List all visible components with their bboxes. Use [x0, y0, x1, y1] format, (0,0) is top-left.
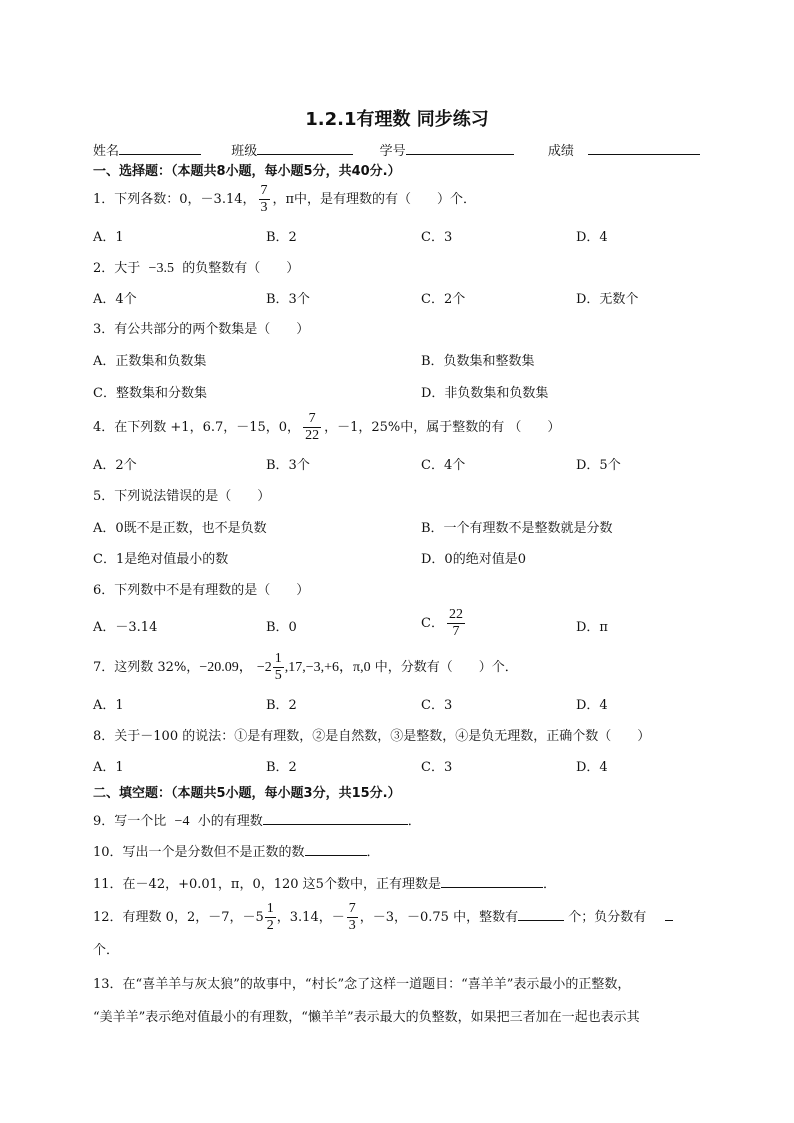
q5-option-b[interactable]: B．一个有理数不是整数就是分数 — [421, 521, 613, 536]
q11-text-pre: 11．在－42，+0.01，π，0，120 这5个数中，正有理数是 — [93, 877, 441, 892]
q3-option-b[interactable]: B．负数集和整数集 — [421, 354, 535, 369]
q5-option-c[interactable]: C．1是绝对值最小的数 — [93, 552, 229, 567]
section-2-heading: 二、填空题：（本题共5小题，每小题3分，共15分.） — [93, 786, 401, 801]
q2-text-post: 的负整数有（ ） — [182, 261, 300, 276]
q2-option-c[interactable]: C．2个 — [421, 292, 466, 307]
q6-option-c-fraction: $\frac{22}{7}$ — [448, 607, 463, 639]
question-8: 8．关于－100 的说法：①是有理数，②是自然数，③是整数，④是负无理数，正确个数（ ） — [93, 729, 651, 744]
q8-option-d[interactable]: D．4 — [576, 760, 608, 775]
question-3: 3．有公共部分的两个数集是（ ） — [93, 322, 310, 337]
q2-text-pre: 2．大于 — [93, 261, 141, 276]
q9-end: ． — [407, 814, 421, 829]
q1-text-pre: 1．下列各数：0，－3.14， — [93, 192, 256, 207]
q4-option-a[interactable]: A．2个 — [93, 458, 137, 473]
q7-option-a[interactable]: A．1 — [93, 698, 124, 713]
question-13-line-2: “美羊羊”表示绝对值最小的有理数，“懒羊羊”表示最大的负整数，如果把三者加在一起也表示其 — [93, 1010, 640, 1025]
q10-text-pre: 10．写出一个是分数但不是正数的数 — [93, 845, 305, 860]
question-12 — [93, 898, 673, 938]
q12-text-pre: 12．有理数 0，2，－7，－5 — [93, 910, 264, 925]
q9-text-post: 小的有理数 — [197, 814, 263, 829]
q1-option-a[interactable]: A．1 — [93, 230, 124, 245]
q7-math-1: −20.09， — [199, 660, 253, 675]
score-label: 成绩 — [547, 144, 574, 159]
q11-answer-blank[interactable] — [441, 874, 543, 888]
q5-option-d[interactable]: D．0的绝对值是0 — [421, 552, 526, 567]
q5-option-a[interactable]: A．0既不是正数，也不是负数 — [93, 521, 267, 536]
q7-text-post: 中，分数有（ ）个． — [374, 660, 518, 675]
q3-option-c[interactable]: C．整数集和分数集 — [93, 386, 207, 401]
q1-option-b[interactable]: B．2 — [266, 230, 297, 245]
q7-fraction: $\frac{1}{5}$ — [274, 651, 282, 683]
question-10 — [93, 842, 380, 861]
q2-math: −3.5 — [148, 261, 174, 276]
name-label: 姓名 — [93, 144, 120, 159]
q8-option-b[interactable]: B．2 — [266, 760, 297, 775]
student-info-row — [93, 141, 700, 160]
q1-option-d[interactable]: D．4 — [576, 230, 608, 245]
q6-option-c[interactable] — [421, 604, 468, 644]
question-6: 6．下列数中不是有理数的是（ ） — [93, 583, 310, 598]
q6-option-d[interactable]: D．π — [576, 620, 608, 635]
question-7 — [93, 648, 518, 688]
q4-text-post: ，－1，25%中，属于整数的有 （ ） — [324, 420, 561, 435]
q7-option-b[interactable]: B．2 — [266, 698, 297, 713]
q12-text-mid: ，3.14，－ — [276, 910, 345, 925]
q1-fraction: $\frac{7}{3}$ — [260, 183, 268, 215]
q3-option-d[interactable]: D．非负数集和负数集 — [421, 386, 549, 401]
page-title: 1.2.1有理数 同步练习 — [305, 109, 489, 130]
q7-option-d[interactable]: D．4 — [576, 698, 608, 713]
q3-option-a[interactable]: A．正数集和负数集 — [93, 354, 207, 369]
id-blank[interactable] — [406, 141, 514, 155]
score-blank[interactable] — [588, 141, 700, 155]
q4-fraction: $\frac{7}{22}$ — [305, 411, 320, 443]
q7-mixed-whole: −2 — [256, 660, 272, 675]
class-blank[interactable] — [257, 141, 353, 155]
q12-integer-blank[interactable] — [518, 907, 564, 921]
name-blank[interactable] — [119, 141, 201, 155]
question-11 — [93, 874, 556, 893]
q7-math-2: ,17,−3,+6，π,0 — [284, 660, 371, 675]
question-4 — [93, 410, 560, 446]
q1-text-post: ，π中，是有理数的有（ ）个． — [272, 192, 477, 207]
q9-answer-blank[interactable] — [263, 811, 408, 825]
q12-fraction-1: $\frac{1}{2}$ — [266, 901, 274, 933]
q10-end: ． — [366, 845, 380, 860]
q9-math: −4 — [174, 814, 190, 829]
q2-option-d[interactable]: D．无数个 — [576, 292, 639, 307]
q12-fraction-2: $\frac{7}{3}$ — [348, 901, 356, 933]
class-label: 班级 — [231, 144, 258, 159]
question-9 — [93, 811, 421, 830]
q7-text-pre: 7．这列数 32%， — [93, 660, 200, 675]
q2-option-a[interactable]: A．4个 — [93, 292, 137, 307]
q4-text-pre: 4．在下列数 +1，6.7，－15，0， — [93, 420, 301, 435]
q4-option-c[interactable]: C．4个 — [421, 458, 466, 473]
q1-option-c[interactable]: C．3 — [421, 230, 453, 245]
q11-end: ． — [542, 877, 556, 892]
q6-option-b[interactable]: B．0 — [266, 620, 297, 635]
q8-option-c[interactable]: C．3 — [421, 760, 453, 775]
section-1-heading: 一、选择题：（本题共8小题，每小题5分，共40分.） — [93, 164, 401, 179]
q9-text-pre: 9．写一个比 — [93, 814, 167, 829]
q7-option-c[interactable]: C．3 — [421, 698, 453, 713]
question-5: 5．下列说法错误的是（ ） — [93, 489, 271, 504]
q12-line-2: 个． — [93, 943, 120, 958]
q12-negfraction-blank[interactable] — [665, 907, 673, 921]
q2-option-b[interactable]: B．3个 — [266, 292, 310, 307]
id-label: 学号 — [379, 144, 406, 159]
q10-answer-blank[interactable] — [305, 842, 367, 856]
question-2 — [93, 261, 299, 277]
q12-text-post: ，－3，－0.75 中，整数有 — [359, 910, 519, 925]
q12-text-post2: 个；负分数有 — [568, 910, 647, 925]
q6-option-a[interactable]: A．－3.14 — [93, 620, 158, 635]
question-1 — [93, 182, 476, 218]
q6-option-c-label: C． — [421, 616, 444, 631]
question-13-line-1: 13．在“喜羊羊与灰太狼”的故事中，“村长”念了这样一道题目：“喜羊羊”表示最小的正整数， — [93, 977, 631, 992]
q4-option-d[interactable]: D．5个 — [576, 458, 621, 473]
q8-option-a[interactable]: A．1 — [93, 760, 124, 775]
q4-option-b[interactable]: B．3个 — [266, 458, 310, 473]
